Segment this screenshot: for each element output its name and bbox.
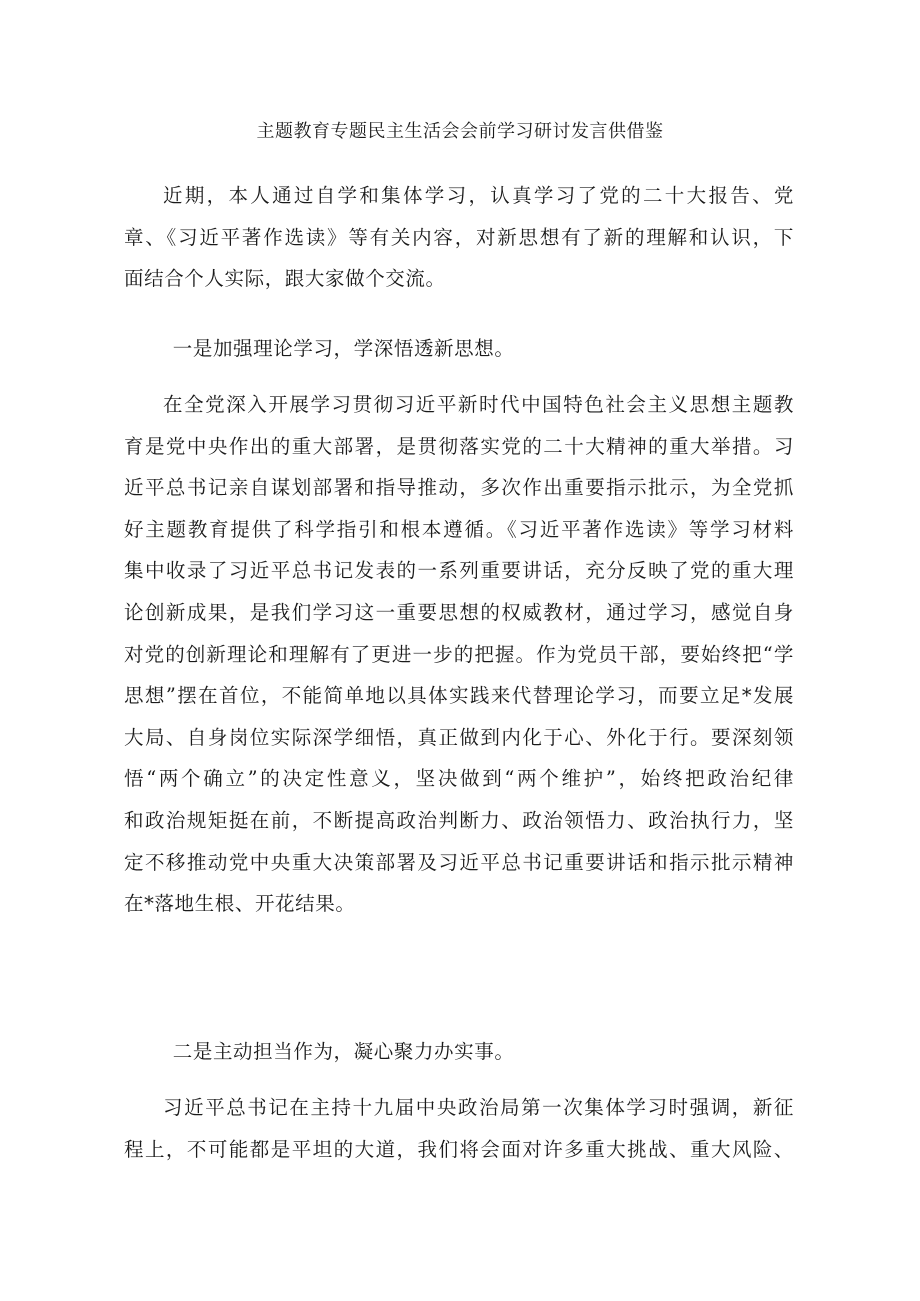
section-1-paragraph (124, 384, 794, 925)
section-2-heading: 二是主动担当作为，凝心聚力办实事。 (172, 1040, 515, 1063)
paragraph-line: 思想”摆在首位，不能简单地以具体实践来代替理论学习，而要立足*发展 (124, 684, 794, 708)
paragraph-line: 好主题教育提供了科学指引和根本遵循。《习近平著作选读》等学习材料 (124, 517, 794, 541)
paragraph-line: 论创新成果，是我们学习这一重要思想的权威教材，通过学习，感觉自身 (124, 600, 794, 624)
paragraph-line: 习近平总书记在主持十九届中央政治局第一次集体学习时强调，新征 (163, 1096, 794, 1119)
paragraph-line: 在全党深入开展学习贯彻习近平新时代中国特色社会主义思想主题教 (163, 393, 794, 416)
paragraph-line: 集中收录了习近平总书记发表的一系列重要讲话，充分反映了党的重大理 (124, 559, 794, 583)
section-2-paragraph (124, 1087, 794, 1170)
paragraph-line: 大局、自身岗位实际深学细悟，真正做到内化于心、外化于行。要深刻领 (124, 725, 794, 749)
intro-paragraph (124, 175, 794, 300)
paragraph-line: 章、《习近平著作选读》等有关内容，对新思想有了新的理解和认识，下 (124, 225, 794, 249)
paragraph-line: 悟“两个确立”的决定性意义，坚决做到“两个维护”，始终把政治纪律 (124, 767, 794, 791)
paragraph-line: 程上，不可能都是平坦的大道，我们将会面对许多重大挑战、重大风险、 (124, 1137, 794, 1161)
paragraph-line: 近平总书记亲自谋划部署和指导推动，多次作出重要指示批示，为全党抓 (124, 476, 794, 500)
paragraph-line: 对党的创新理论和理解有了更进一步的把握。作为党员干部，要始终把“学 (124, 642, 794, 666)
document-title: 主题教育专题民主生活会会前学习研讨发言供借鉴 (256, 121, 664, 142)
paragraph-line: 和政治规矩挺在前，不断提高政治判断力、政治领悟力、政治执行力，坚 (124, 808, 794, 832)
section-1-heading: 一是加强理论学习，学深悟透新思想。 (172, 337, 515, 360)
paragraph-line: 面结合个人实际，跟大家做个交流。 (124, 267, 446, 291)
paragraph-line: 育是党中央作出的重大部署，是贯彻落实党的二十大精神的重大举措。习 (124, 434, 794, 458)
paragraph-line: 在*落地生根、开花结果。 (124, 892, 356, 916)
paragraph-line: 近期，本人通过自学和集体学习，认真学习了党的二十大报告、党 (163, 184, 794, 207)
paragraph-line: 定不移推动党中央重大决策部署及习近平总书记重要讲话和指示批示精神 (124, 850, 794, 874)
